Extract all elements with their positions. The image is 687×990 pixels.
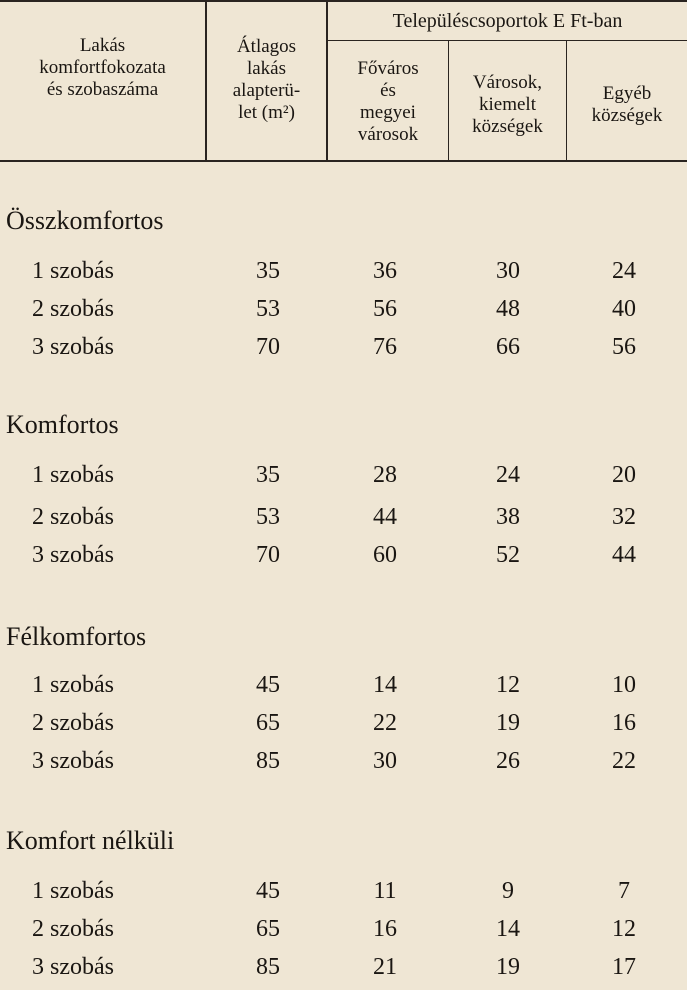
other-value: 44	[612, 542, 636, 568]
capital-value: 30	[373, 748, 397, 774]
row-label: 1 szobás	[32, 258, 114, 284]
area-value: 45	[256, 878, 280, 904]
other-value: 17	[612, 954, 636, 980]
row-label: 2 szobás	[32, 916, 114, 942]
section-title: Félkomfortos	[6, 622, 147, 651]
other-value: 12	[612, 916, 636, 942]
other-value: 40	[612, 296, 636, 322]
towns-value: 38	[496, 504, 520, 530]
capital-value: 76	[373, 334, 397, 360]
table-row	[0, 708, 687, 746]
header-area-cell: Átlagos lakás alapterü- let (m²)	[232, 36, 301, 123]
table-row	[0, 670, 687, 708]
area-value: 85	[256, 954, 280, 980]
section-title: Összkomfortos	[6, 206, 164, 235]
table-row	[0, 332, 687, 370]
header-towns-cell: Városok, kiemelt községek	[472, 72, 543, 137]
capital-value: 56	[373, 296, 397, 322]
row-label: 1 szobás	[32, 672, 114, 698]
other-value: 22	[612, 748, 636, 774]
row-label: 2 szobás	[32, 710, 114, 736]
capital-value: 22	[373, 710, 397, 736]
area-value: 53	[256, 296, 280, 322]
towns-value: 19	[496, 710, 520, 736]
capital-value: 60	[373, 542, 397, 568]
row-label: 3 szobás	[32, 748, 114, 774]
capital-value: 11	[373, 878, 397, 904]
towns-value: 48	[496, 296, 520, 322]
towns-value: 52	[496, 542, 520, 568]
towns-value: 26	[496, 748, 520, 774]
header-label-cell: Lakás komfortfokozata és szobaszáma	[39, 35, 166, 100]
table-row	[0, 540, 687, 578]
capital-value: 44	[373, 504, 397, 530]
table-row	[0, 914, 687, 952]
row-label: 3 szobás	[32, 334, 114, 360]
other-value: 10	[612, 672, 636, 698]
table-row	[0, 876, 687, 914]
area-value: 65	[256, 710, 280, 736]
row-label: 3 szobás	[32, 542, 114, 568]
table-row	[0, 460, 687, 498]
row-label: 2 szobás	[32, 296, 114, 322]
other-value: 32	[612, 504, 636, 530]
header-other-cell: Egyéb községek	[591, 83, 663, 126]
table-row	[0, 952, 687, 990]
towns-value: 19	[496, 954, 520, 980]
other-value: 24	[612, 258, 636, 284]
area-value: 70	[256, 542, 280, 568]
area-value: 85	[256, 748, 280, 774]
capital-value: 14	[373, 672, 397, 698]
header-bottom-rule	[0, 160, 687, 162]
area-value: 53	[256, 504, 280, 530]
area-value: 45	[256, 672, 280, 698]
towns-value: 14	[496, 916, 520, 942]
table-row	[0, 294, 687, 332]
area-value: 35	[256, 462, 280, 488]
capital-value: 28	[373, 462, 397, 488]
section-title: Komfortos	[6, 410, 119, 439]
other-value: 16	[612, 710, 636, 736]
header-top-rule	[0, 0, 687, 2]
other-value: 20	[612, 462, 636, 488]
area-value: 35	[256, 258, 280, 284]
section-title: Komfort nélküli	[6, 826, 175, 855]
row-label: 1 szobás	[32, 878, 114, 904]
row-label: 1 szobás	[32, 462, 114, 488]
towns-value: 24	[496, 462, 520, 488]
row-label: 2 szobás	[32, 504, 114, 530]
table-row	[0, 746, 687, 784]
towns-value: 66	[496, 334, 520, 360]
area-value: 65	[256, 916, 280, 942]
area-value: 70	[256, 334, 280, 360]
capital-value: 36	[373, 258, 397, 284]
group-underline	[326, 40, 687, 41]
other-value: 56	[612, 334, 636, 360]
table-row	[0, 256, 687, 294]
towns-value: 12	[496, 672, 520, 698]
table-row	[0, 502, 687, 540]
group-title: Településcsoportok E Ft-ban	[392, 10, 623, 32]
capital-value: 21	[373, 954, 397, 980]
capital-value: 16	[373, 916, 397, 942]
other-value: 7	[618, 878, 630, 904]
towns-value: 9	[502, 878, 514, 904]
towns-value: 30	[496, 258, 520, 284]
header-capital-cell: Főváros és megyei városok	[357, 58, 419, 145]
row-label: 3 szobás	[32, 954, 114, 980]
